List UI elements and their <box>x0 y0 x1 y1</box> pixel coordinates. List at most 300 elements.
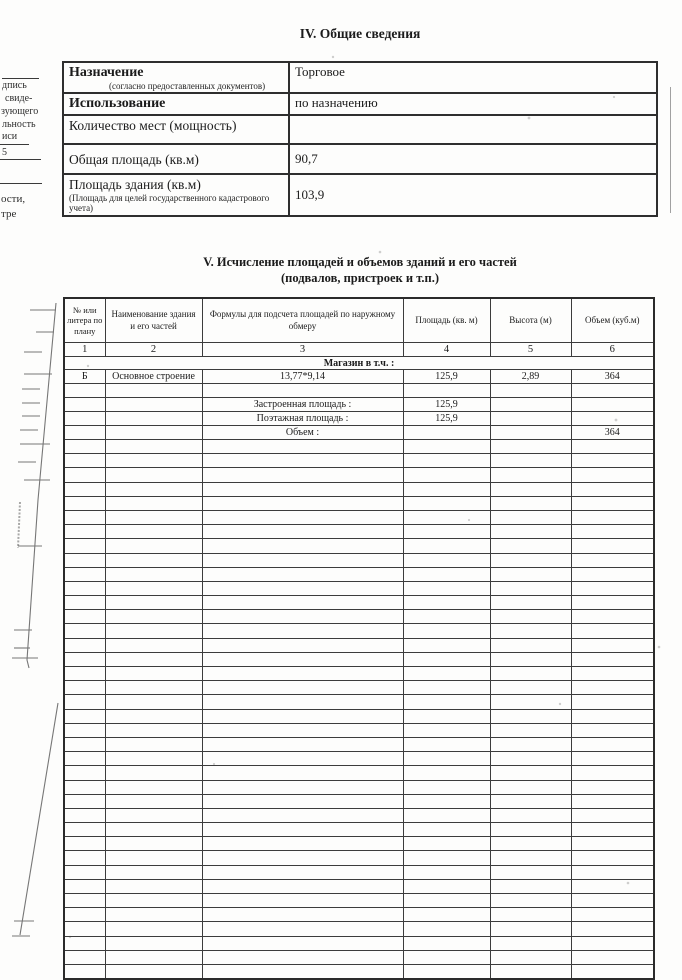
table-cell <box>403 596 490 610</box>
table-cell <box>64 723 105 737</box>
table-cell <box>105 922 202 936</box>
table-cell <box>490 412 571 426</box>
table-cell <box>403 468 490 482</box>
table-cell <box>64 808 105 822</box>
column-header: Объем (куб.м) <box>571 298 654 343</box>
table-cell <box>571 412 654 426</box>
table-cell <box>403 652 490 666</box>
table-cell: 125,9 <box>403 412 490 426</box>
table-cell <box>571 681 654 695</box>
empty-row <box>64 581 654 595</box>
table-cell <box>202 950 403 964</box>
table-cell <box>202 652 403 666</box>
table-cell <box>105 794 202 808</box>
table-cell <box>105 766 202 780</box>
table-cell <box>64 908 105 922</box>
table-cell <box>64 681 105 695</box>
table-cell <box>571 737 654 751</box>
table-cell <box>490 808 571 822</box>
empty-row <box>64 624 654 638</box>
table-cell <box>403 695 490 709</box>
table-cell <box>571 922 654 936</box>
table-cell <box>202 766 403 780</box>
table-cell <box>105 936 202 950</box>
table-cell <box>490 865 571 879</box>
table-cell <box>105 737 202 751</box>
table-cell <box>403 879 490 893</box>
table-cell <box>202 780 403 794</box>
empty-row <box>64 837 654 851</box>
table-cell <box>571 936 654 950</box>
table-cell <box>571 468 654 482</box>
table-cell <box>105 553 202 567</box>
column-number: 6 <box>571 343 654 357</box>
table-cell <box>490 964 571 979</box>
table-cell <box>490 567 571 581</box>
table-cell <box>202 922 403 936</box>
row-label-cell <box>63 144 289 174</box>
section4-title: IV. Общие сведения <box>299 26 421 41</box>
margin-fragment: иси <box>2 131 18 142</box>
table-cell <box>64 865 105 879</box>
table-cell <box>202 596 403 610</box>
row-value <box>289 115 657 144</box>
column-header: Площадь (кв. м) <box>403 298 490 343</box>
empty-row <box>64 496 654 510</box>
table-cell <box>571 610 654 624</box>
empty-row <box>64 894 654 908</box>
table-cell <box>571 539 654 553</box>
empty-row <box>64 652 654 666</box>
row-sublabel: (Площадь для целей государственного кадастрового учета) <box>69 192 270 214</box>
table-cell <box>105 482 202 496</box>
table-cell: Основное строение <box>105 370 202 384</box>
table-cell <box>403 766 490 780</box>
margin-rule <box>0 144 29 145</box>
table-cell <box>202 737 403 751</box>
table-cell <box>202 723 403 737</box>
margin-fragment: тре <box>1 208 17 220</box>
column-header: № или литера по плану <box>64 298 105 343</box>
empty-row <box>64 851 654 865</box>
table-cell <box>490 766 571 780</box>
column-header: Формулы для подсчета площадей по наружному обмеру <box>202 298 403 343</box>
table-cell: 125,9 <box>403 370 490 384</box>
table-cell <box>571 652 654 666</box>
table-cell <box>105 950 202 964</box>
table-cell <box>64 695 105 709</box>
margin-rule <box>0 159 41 160</box>
table-cell <box>105 638 202 652</box>
empty-row <box>64 525 654 539</box>
table-cell <box>64 496 105 510</box>
row-value: Торговое <box>289 62 657 93</box>
table-cell <box>105 610 202 624</box>
header-row <box>64 298 654 343</box>
table-cell <box>571 709 654 723</box>
empty-row <box>64 553 654 567</box>
empty-row <box>64 468 654 482</box>
margin-fragment: дпись <box>2 80 27 91</box>
table-cell <box>571 851 654 865</box>
empty-row <box>64 922 654 936</box>
table-cell <box>105 681 202 695</box>
table-cell <box>202 440 403 454</box>
table-cell <box>490 667 571 681</box>
column-number: 5 <box>490 343 571 357</box>
table-cell <box>64 894 105 908</box>
empty-row <box>64 865 654 879</box>
table-cell <box>64 879 105 893</box>
empty-row <box>64 638 654 652</box>
table-cell <box>64 837 105 851</box>
group-header-row <box>64 357 654 370</box>
table-cell <box>571 808 654 822</box>
table-cell <box>490 596 571 610</box>
table-cell: 2,89 <box>490 370 571 384</box>
table-cell <box>490 695 571 709</box>
table-cell <box>105 596 202 610</box>
table-cell <box>202 510 403 524</box>
table-cell <box>202 752 403 766</box>
table-cell <box>202 638 403 652</box>
table-cell <box>403 624 490 638</box>
row-label: Общая площадь (кв.м) <box>69 152 199 168</box>
group-header: Магазин в т.ч. : <box>64 357 654 370</box>
table-cell <box>403 610 490 624</box>
table-cell <box>202 454 403 468</box>
table-cell <box>403 894 490 908</box>
empty-row <box>64 440 654 454</box>
table-cell <box>403 496 490 510</box>
table-row <box>64 384 654 398</box>
table-cell <box>403 539 490 553</box>
table-cell <box>105 667 202 681</box>
table-cell <box>105 695 202 709</box>
table-cell <box>571 823 654 837</box>
table-cell <box>571 780 654 794</box>
table-cell <box>64 454 105 468</box>
table-cell <box>105 398 202 412</box>
table-cell <box>571 482 654 496</box>
general-info-table <box>62 61 658 217</box>
table-row <box>63 144 657 174</box>
table-cell <box>202 709 403 723</box>
table-cell <box>490 823 571 837</box>
table-cell: Поэтажная площадь : <box>202 412 403 426</box>
table-cell <box>202 581 403 595</box>
table-cell <box>64 539 105 553</box>
table-cell <box>571 496 654 510</box>
table-cell <box>64 667 105 681</box>
table-cell <box>403 482 490 496</box>
table-cell <box>202 879 403 893</box>
table-cell <box>571 879 654 893</box>
table-cell <box>490 922 571 936</box>
row-value: по назначению <box>289 93 657 115</box>
table-cell <box>403 851 490 865</box>
table-cell <box>571 894 654 908</box>
table-cell <box>571 908 654 922</box>
table-cell <box>64 950 105 964</box>
margin-rule <box>0 183 42 184</box>
table-cell <box>403 794 490 808</box>
empty-row <box>64 794 654 808</box>
table-cell <box>490 482 571 496</box>
table-cell <box>64 766 105 780</box>
table-cell <box>403 525 490 539</box>
table-cell <box>202 808 403 822</box>
table-cell <box>64 426 105 440</box>
table-cell <box>64 922 105 936</box>
table-cell <box>105 525 202 539</box>
scan-edge-line <box>670 87 671 213</box>
empty-row <box>64 723 654 737</box>
table-cell <box>403 823 490 837</box>
table-cell <box>105 539 202 553</box>
margin-fragment: ости, <box>1 193 26 205</box>
row-label: Использование <box>69 96 166 112</box>
empty-row <box>64 964 654 979</box>
empty-row <box>64 752 654 766</box>
table-cell: Объем : <box>202 426 403 440</box>
table-cell <box>64 468 105 482</box>
table-cell: Б <box>64 370 105 384</box>
table-cell <box>571 384 654 398</box>
empty-row <box>64 709 654 723</box>
table-cell <box>64 510 105 524</box>
empty-row <box>64 908 654 922</box>
table-cell <box>64 610 105 624</box>
table-cell <box>64 737 105 751</box>
table-cell <box>403 681 490 695</box>
table-cell <box>490 752 571 766</box>
table-cell <box>490 398 571 412</box>
empty-row <box>64 695 654 709</box>
column-header: Наименование здания и его частей <box>105 298 202 343</box>
table-cell <box>105 468 202 482</box>
row-label: Количество мест (мощность) <box>69 118 237 134</box>
table-cell <box>571 964 654 979</box>
table-cell <box>403 667 490 681</box>
table-cell <box>403 780 490 794</box>
table-cell <box>202 823 403 837</box>
table-cell <box>202 482 403 496</box>
table-cell <box>202 837 403 851</box>
margin-fragment: 5 <box>2 147 7 158</box>
margin-fragment: свиде- <box>5 93 33 104</box>
table-cell <box>571 525 654 539</box>
table-cell <box>490 510 571 524</box>
empty-row <box>64 936 654 950</box>
table-cell <box>202 525 403 539</box>
row-value: 103,9 <box>289 174 657 215</box>
row-label-cell <box>63 115 289 144</box>
table-cell: 13,77*9,14 <box>202 370 403 384</box>
table-cell <box>64 553 105 567</box>
table-cell <box>64 851 105 865</box>
table-row <box>63 93 657 115</box>
table-cell <box>64 752 105 766</box>
column-number: 4 <box>403 343 490 357</box>
table-cell <box>490 384 571 398</box>
empty-row <box>64 596 654 610</box>
table-cell <box>490 525 571 539</box>
table-cell: Застроенная площадь : <box>202 398 403 412</box>
table-cell <box>403 737 490 751</box>
table-cell <box>105 964 202 979</box>
row-label: Площадь здания (кв.м) <box>69 177 201 193</box>
table-cell <box>64 794 105 808</box>
calculation-table <box>63 297 655 980</box>
table-cell <box>490 638 571 652</box>
table-cell <box>403 638 490 652</box>
section5-title <box>62 255 658 286</box>
table-cell <box>105 894 202 908</box>
row-label-cell <box>63 62 289 93</box>
table-cell <box>490 936 571 950</box>
table-row <box>64 412 654 426</box>
empty-row <box>64 766 654 780</box>
table-cell: 125,9 <box>403 398 490 412</box>
table-cell <box>202 894 403 908</box>
column-number: 2 <box>105 343 202 357</box>
table-cell <box>202 964 403 979</box>
table-cell <box>105 426 202 440</box>
empty-row <box>64 510 654 524</box>
table-cell <box>105 652 202 666</box>
table-cell <box>490 879 571 893</box>
table-cell <box>105 823 202 837</box>
table-cell <box>105 581 202 595</box>
table-cell <box>571 950 654 964</box>
table-cell <box>105 908 202 922</box>
table-cell <box>490 908 571 922</box>
table-cell <box>490 440 571 454</box>
table-cell <box>64 709 105 723</box>
table-cell <box>571 440 654 454</box>
table-cell <box>490 837 571 851</box>
empty-row <box>64 454 654 468</box>
table-cell <box>202 624 403 638</box>
table-cell <box>202 539 403 553</box>
row-label-cell <box>63 93 289 115</box>
table-cell <box>571 667 654 681</box>
table-cell <box>64 384 105 398</box>
table-cell <box>202 794 403 808</box>
section5-title-line1: V. Исчисление площадей и объемов зданий и его частей <box>203 255 517 269</box>
table-cell <box>105 567 202 581</box>
table-cell <box>571 638 654 652</box>
section5-title-line2: (подвалов, пристроек и т.п.) <box>280 270 440 285</box>
table-cell <box>403 510 490 524</box>
table-cell: 364 <box>571 426 654 440</box>
table-cell <box>105 879 202 893</box>
table-cell <box>202 553 403 567</box>
table-cell <box>202 936 403 950</box>
table-cell <box>202 667 403 681</box>
table-cell <box>490 468 571 482</box>
table-cell <box>571 510 654 524</box>
empty-row <box>64 482 654 496</box>
table-cell <box>571 581 654 595</box>
table-cell <box>202 496 403 510</box>
column-number-row <box>64 343 654 357</box>
table-cell <box>64 624 105 638</box>
table-cell <box>490 894 571 908</box>
table-row <box>64 398 654 412</box>
table-cell <box>571 766 654 780</box>
table-cell <box>403 553 490 567</box>
table-cell <box>490 553 571 567</box>
table-cell <box>105 865 202 879</box>
table-cell <box>105 709 202 723</box>
table-cell <box>64 823 105 837</box>
row-value: 90,7 <box>289 144 657 174</box>
table-cell <box>571 596 654 610</box>
table-cell <box>202 865 403 879</box>
table-cell <box>403 936 490 950</box>
table-cell <box>202 384 403 398</box>
table-cell <box>403 581 490 595</box>
table-cell <box>64 567 105 581</box>
table-cell <box>571 794 654 808</box>
table-cell <box>64 638 105 652</box>
table-cell <box>105 780 202 794</box>
table-cell <box>403 709 490 723</box>
table-cell <box>403 440 490 454</box>
table-row <box>63 62 657 93</box>
table-cell <box>202 468 403 482</box>
table-cell <box>403 454 490 468</box>
table-cell <box>64 936 105 950</box>
empty-row <box>64 780 654 794</box>
column-header: Высота (м) <box>490 298 571 343</box>
margin-rule <box>2 78 39 79</box>
table-cell <box>490 539 571 553</box>
table-cell <box>105 723 202 737</box>
table-cell <box>202 567 403 581</box>
table-cell <box>571 752 654 766</box>
table-cell <box>105 496 202 510</box>
table-cell <box>64 780 105 794</box>
table-cell <box>64 482 105 496</box>
table-cell <box>490 496 571 510</box>
table-cell <box>571 723 654 737</box>
table-cell <box>105 454 202 468</box>
table-cell <box>64 652 105 666</box>
row-label-cell <box>63 174 289 215</box>
table-cell <box>490 780 571 794</box>
table-cell <box>403 908 490 922</box>
table-cell <box>403 808 490 822</box>
empty-row <box>64 950 654 964</box>
table-cell <box>105 510 202 524</box>
table-cell <box>571 865 654 879</box>
table-cell <box>202 851 403 865</box>
table-cell <box>64 440 105 454</box>
empty-row <box>64 610 654 624</box>
empty-row <box>64 539 654 553</box>
table-cell <box>571 553 654 567</box>
table-cell <box>403 723 490 737</box>
empty-row <box>64 823 654 837</box>
table-cell <box>571 398 654 412</box>
table-cell <box>105 851 202 865</box>
table-cell <box>105 412 202 426</box>
table-cell <box>490 652 571 666</box>
table-cell <box>403 922 490 936</box>
